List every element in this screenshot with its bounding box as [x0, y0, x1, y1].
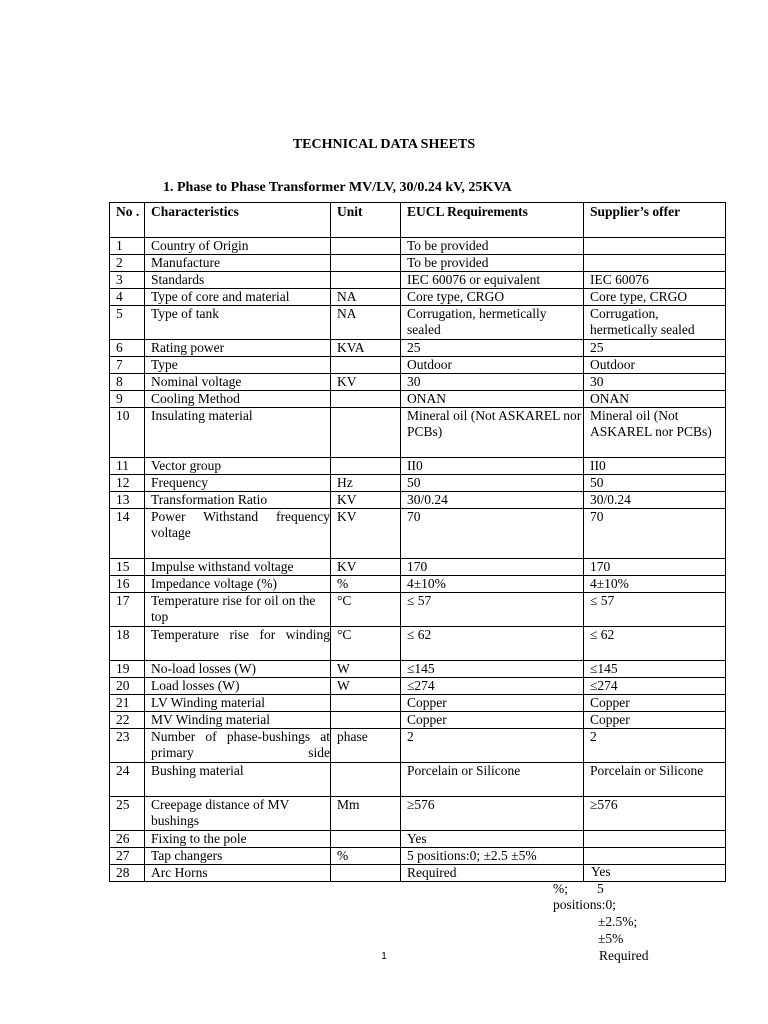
row-supplier-offer: ≤274: [584, 678, 726, 695]
row-characteristic: Insulating material: [145, 408, 331, 458]
row-supplier-offer: 30: [584, 374, 726, 391]
table-row: [110, 340, 726, 357]
table-row: [110, 576, 726, 593]
row-eucl-requirement: Outdoor: [401, 357, 584, 374]
row-eucl-requirement: 30: [401, 374, 584, 391]
row-unit: KV: [331, 559, 401, 576]
row-eucl-requirement: Yes: [401, 831, 584, 848]
row-number: 9: [110, 391, 145, 408]
row-eucl-requirement: ONAN: [401, 391, 584, 408]
row-characteristic: Frequency: [145, 475, 331, 492]
row-number: 23: [110, 729, 145, 763]
table-row: [110, 238, 726, 255]
table-row: [110, 865, 726, 882]
row-number: 16: [110, 576, 145, 593]
row-number: 6: [110, 340, 145, 357]
row-supplier-offer: 2: [584, 729, 726, 763]
row-eucl-requirement: Corrugation, hermetically sealed: [401, 306, 584, 340]
header-unit: Unit: [331, 203, 401, 238]
table-row: [110, 374, 726, 391]
row-characteristic: Load losses (W): [145, 678, 331, 695]
overflow-required: Required: [599, 948, 649, 963]
row-eucl-requirement: 5 positions:0; ±2.5 ±5%: [401, 848, 584, 865]
row-supplier-offer: Copper: [584, 712, 726, 729]
table-row: [110, 255, 726, 272]
row-number: 1: [110, 238, 145, 255]
row-characteristic: Fixing to the pole: [145, 831, 331, 848]
row-supplier-offer: IEC 60076: [584, 272, 726, 289]
overflow-tap-5: 5: [597, 881, 604, 896]
row-eucl-requirement: 30/0.24: [401, 492, 584, 509]
overflow-tap-pct: %;: [553, 881, 568, 896]
table-subtitle: 1. Phase to Phase Transformer MV/LV, 30/0.24 kV, 25KVA: [163, 180, 512, 195]
row-unit: [331, 357, 401, 374]
row-characteristic: Creepage distance of MV bushings: [145, 797, 331, 831]
table-row: [110, 458, 726, 475]
row-unit: [331, 712, 401, 729]
row-number: 22: [110, 712, 145, 729]
row-characteristic: MV Winding material: [145, 712, 331, 729]
header-no: No .: [110, 203, 145, 238]
row-characteristic: Bushing material: [145, 763, 331, 797]
row-characteristic: Impulse withstand voltage: [145, 559, 331, 576]
row-eucl-requirement: To be provided: [401, 255, 584, 272]
row-characteristic: No-load losses (W): [145, 661, 331, 678]
row-unit: °C: [331, 627, 401, 661]
row-supplier-offer: ONAN: [584, 391, 726, 408]
table-row: [110, 492, 726, 509]
row-number: 21: [110, 695, 145, 712]
row-unit: [331, 865, 401, 882]
row-eucl-requirement: Porcelain or Silicone: [401, 763, 584, 797]
row-supplier-offer: 30/0.24: [584, 492, 726, 509]
row-number: 20: [110, 678, 145, 695]
table-row: [110, 695, 726, 712]
row-unit: [331, 272, 401, 289]
overflow-tap-25: ±2.5%;: [598, 914, 638, 929]
table-row: [110, 306, 726, 340]
row-number: 11: [110, 458, 145, 475]
header-eucl-requirements: EUCL Requirements: [401, 203, 584, 238]
row-eucl-requirement: 4±10%: [401, 576, 584, 593]
row-unit: [331, 695, 401, 712]
row-unit: KVA: [331, 340, 401, 357]
row-unit: [331, 238, 401, 255]
table-row: [110, 408, 726, 458]
row-supplier-offer: II0: [584, 458, 726, 475]
row-eucl-requirement: 2: [401, 729, 584, 763]
row-eucl-requirement: To be provided: [401, 238, 584, 255]
row-number: 19: [110, 661, 145, 678]
row-unit: %: [331, 848, 401, 865]
row-unit: NA: [331, 306, 401, 340]
row-number: 25: [110, 797, 145, 831]
row-eucl-requirement: Required: [401, 865, 584, 882]
row-supplier-offer: 170: [584, 559, 726, 576]
row-number: 26: [110, 831, 145, 848]
row-characteristic: Number of phase-bushings at primary side: [145, 729, 331, 763]
row-number: 2: [110, 255, 145, 272]
row-number: 28: [110, 865, 145, 882]
row-unit: [331, 458, 401, 475]
row-characteristic: Tap changers: [145, 848, 331, 865]
row-unit: Mm: [331, 797, 401, 831]
row-supplier-offer: Porcelain or Silicone: [584, 763, 726, 797]
row-unit: phase: [331, 729, 401, 763]
row-number: 7: [110, 357, 145, 374]
table-row: [110, 712, 726, 729]
row-supplier-offer: [584, 255, 726, 272]
row-unit: KV: [331, 374, 401, 391]
row-eucl-requirement: IEC 60076 or equivalent: [401, 272, 584, 289]
row-eucl-requirement: 70: [401, 509, 584, 559]
document-title: TECHNICAL DATA SHEETS: [292, 137, 476, 152]
table-row: [110, 678, 726, 695]
row-number: 10: [110, 408, 145, 458]
row-supplier-offer: [584, 848, 726, 865]
row-supplier-offer: ≥576: [584, 797, 726, 831]
table-row: [110, 763, 726, 797]
row-characteristic: Power Withstand frequency voltage: [145, 509, 331, 559]
row-supplier-offer: 25: [584, 340, 726, 357]
row-characteristic: Transformation Ratio: [145, 492, 331, 509]
row-eucl-requirement: ≤274: [401, 678, 584, 695]
row-characteristic: LV Winding material: [145, 695, 331, 712]
row-characteristic: Temperature rise for oil on the top: [145, 593, 331, 627]
row-number: 13: [110, 492, 145, 509]
row-number: 12: [110, 475, 145, 492]
row-supplier-offer: Mineral oil (Not ASKAREL nor PCBs): [584, 408, 726, 458]
row-number: 24: [110, 763, 145, 797]
row-supplier-offer: 50: [584, 475, 726, 492]
row-unit: [331, 408, 401, 458]
row-supplier-offer: Core type, CRGO: [584, 289, 726, 306]
row-characteristic: Standards: [145, 272, 331, 289]
row-characteristic: Type: [145, 357, 331, 374]
table-row: [110, 509, 726, 559]
table-body: [110, 238, 726, 882]
row-unit: KV: [331, 492, 401, 509]
row-unit: [331, 831, 401, 848]
row-characteristic: Arc Horns: [145, 865, 331, 882]
row-characteristic: Vector group: [145, 458, 331, 475]
row-supplier-offer: [584, 831, 726, 848]
row-unit: [331, 763, 401, 797]
row-unit: KV: [331, 509, 401, 559]
row-eucl-requirement: Mineral oil (Not ASKAREL nor PCBs): [401, 408, 584, 458]
row-characteristic: Impedance voltage (%): [145, 576, 331, 593]
row-characteristic: Type of core and material: [145, 289, 331, 306]
row-unit: °C: [331, 593, 401, 627]
table-row: [110, 475, 726, 492]
row-supplier-offer: ≤ 62: [584, 627, 726, 661]
row-eucl-requirement: 25: [401, 340, 584, 357]
table-row: [110, 391, 726, 408]
row-supplier-offer: [584, 238, 726, 255]
table-row: [110, 559, 726, 576]
row-number: 15: [110, 559, 145, 576]
row-number: 18: [110, 627, 145, 661]
overflow-tap-positions: positions:0;: [553, 897, 617, 912]
row-number: 3: [110, 272, 145, 289]
overflow-yes: Yes: [591, 864, 611, 879]
row-number: 14: [110, 509, 145, 559]
row-characteristic: Manufacture: [145, 255, 331, 272]
table-row: [110, 627, 726, 661]
table-row: [110, 593, 726, 627]
row-supplier-offer: 4±10%: [584, 576, 726, 593]
header-suppliers-offer: Supplier’s offer: [584, 203, 726, 238]
table-row: [110, 289, 726, 306]
row-eucl-requirement: Copper: [401, 695, 584, 712]
row-supplier-offer: Corrugation, hermetically sealed: [584, 306, 726, 340]
row-eucl-requirement: 50: [401, 475, 584, 492]
row-eucl-requirement: ≥576: [401, 797, 584, 831]
row-unit: W: [331, 661, 401, 678]
row-unit: W: [331, 678, 401, 695]
row-eucl-requirement: ≤145: [401, 661, 584, 678]
row-characteristic: Temperature rise for winding: [145, 627, 331, 661]
row-characteristic: Type of tank: [145, 306, 331, 340]
table-row: [110, 831, 726, 848]
row-unit: NA: [331, 289, 401, 306]
table-header-row: [110, 203, 726, 238]
row-supplier-offer: ≤ 57: [584, 593, 726, 627]
table-row: [110, 357, 726, 374]
row-eucl-requirement: Copper: [401, 712, 584, 729]
technical-data-table: [109, 202, 726, 882]
row-unit: %: [331, 576, 401, 593]
table-row: [110, 272, 726, 289]
row-number: 4: [110, 289, 145, 306]
row-eucl-requirement: 170: [401, 559, 584, 576]
row-number: 17: [110, 593, 145, 627]
row-number: 27: [110, 848, 145, 865]
table-row: [110, 661, 726, 678]
row-characteristic: Nominal voltage: [145, 374, 331, 391]
overflow-tap-5pct: ±5%: [598, 931, 624, 946]
row-unit: Hz: [331, 475, 401, 492]
row-unit: [331, 391, 401, 408]
header-characteristics: Characteristics: [145, 203, 331, 238]
table-row: [110, 797, 726, 831]
row-supplier-offer: 70: [584, 509, 726, 559]
row-number: 8: [110, 374, 145, 391]
row-supplier-offer: Outdoor: [584, 357, 726, 374]
row-supplier-offer: ≤145: [584, 661, 726, 678]
table-row: [110, 848, 726, 865]
row-characteristic: Cooling Method: [145, 391, 331, 408]
row-supplier-offer: Copper: [584, 695, 726, 712]
row-characteristic: Rating power: [145, 340, 331, 357]
row-eucl-requirement: Core type, CRGO: [401, 289, 584, 306]
row-eucl-requirement: II0: [401, 458, 584, 475]
table-row: [110, 729, 726, 763]
row-eucl-requirement: ≤ 62: [401, 627, 584, 661]
row-eucl-requirement: ≤ 57: [401, 593, 584, 627]
page-number: 1: [381, 951, 387, 962]
row-unit: [331, 255, 401, 272]
row-characteristic: Country of Origin: [145, 238, 331, 255]
row-number: 5: [110, 306, 145, 340]
